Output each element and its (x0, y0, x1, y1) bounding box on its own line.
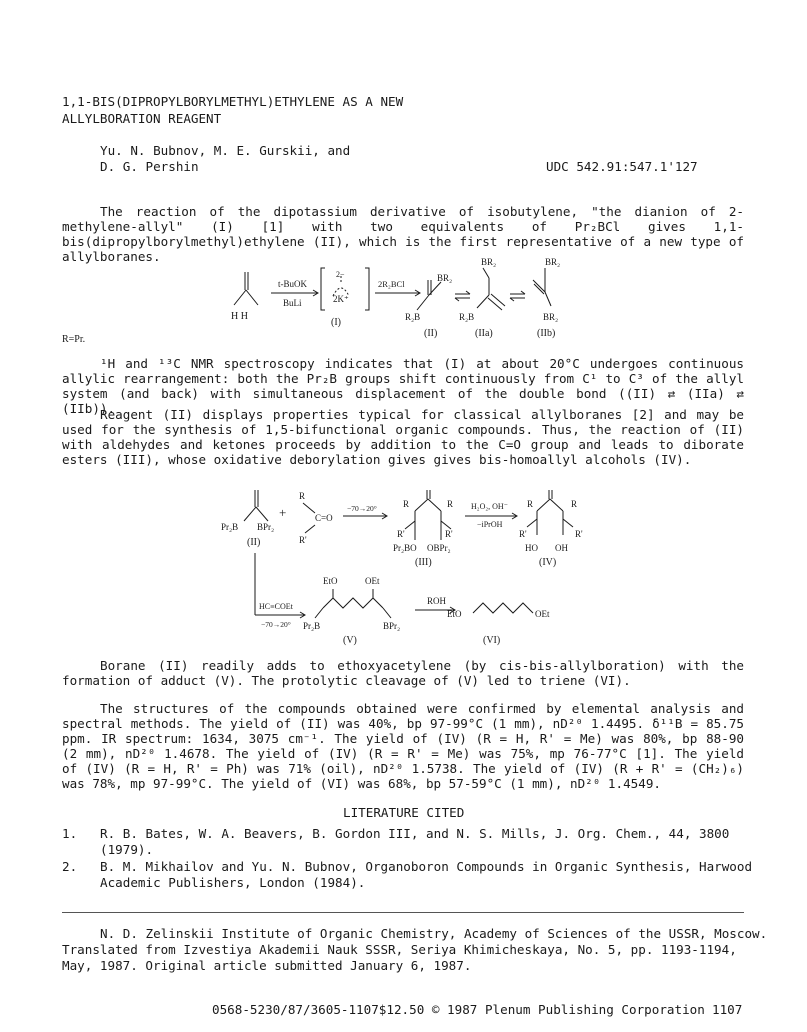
iv-ho: HO (525, 543, 538, 553)
affiliation-line1: N. D. Zelinskii Institute of Organic Chemistry, Academy of Sciences of the USSR, Moscow. (100, 926, 768, 941)
vi-oet: OEt (535, 609, 550, 619)
label-IV: (IV) (539, 557, 557, 568)
iii-rp-left: R' (397, 529, 405, 539)
scheme-1 (215, 250, 615, 350)
paragraph-4: Borane (II) readily adds to ethoxyacetylene (by cis-bis-allylboration) with the formation of adduct (V). The protolytic cleavage of (V) led to triene (VI). (62, 658, 744, 688)
reference-1-line1: R. B. Bates, W. A. Beavers, B. Gordon III, and N. S. Mills, J. Org. Chem., 44, 3800 (100, 826, 730, 841)
iib-br2-bottom: BR₂ (543, 312, 559, 322)
reagent-ethoxyacetylene: HC≡COEt (259, 602, 293, 611)
iv-oh: OH (555, 543, 568, 553)
condition-1: −70→20° (347, 504, 377, 513)
dianion-charge: 2− (336, 270, 345, 279)
iii-pr2bo: Pr₂BO (393, 543, 417, 553)
label-V: (V) (343, 635, 357, 646)
v-pr2b: Pr₂B (303, 621, 321, 631)
iv-r-right: R (571, 499, 578, 509)
footer-publication-code: 0568-5230/87/3605-1107$12.50 © 1987 Plenum Publishing Corporation (212, 1002, 705, 1017)
authors-line2: D. G. Pershin (100, 159, 199, 174)
v-bpr2: BPr₂ (383, 621, 401, 631)
authors-line1: Yu. N. Bubnov, M. E. Gurskii, and (100, 143, 351, 158)
reference-2-line1: B. M. Mikhailov and Yu. N. Bubnov, Organoboron Compounds in Organic Synthesis, Harwood (100, 859, 753, 874)
literature-heading: LITERATURE CITED (343, 805, 465, 820)
paragraph-3: Reagent (II) displays properties typical for classical allylboranes [2] and may be used for the synthesis of 1,5-bifunctional organic compounds. Thus, the reaction of (II) with aldehydes and ketones proceeds by addition to the C=O group and leads to diborate esters (III), whose oxidative deborylation gives gives bis-homoallyl alcohols (IV). (62, 407, 744, 467)
page-number: 1107 (712, 1002, 743, 1017)
reference-1-line2: (1979). (100, 842, 154, 857)
reagent-r2bcl: 2R₂BCl (378, 279, 405, 289)
r-definition: R=Pr. (62, 334, 86, 345)
ii-r2b: R₂B (405, 312, 421, 322)
iia-r2b: R₂B (459, 312, 475, 322)
label-I: (I) (331, 317, 341, 328)
reference-1-number: 1. (62, 826, 78, 841)
scheme-2 (215, 485, 615, 645)
article-title-line2: ALLYLBORATION REAGENT (62, 111, 222, 126)
label-II: (II) (424, 328, 438, 339)
iib-br2-top: BR₂ (545, 257, 561, 267)
oxidation-reagent: H₂O₂, OH⁻ (471, 502, 508, 511)
iia-br2: BR₂ (481, 257, 497, 267)
label-VI: (VI) (483, 635, 501, 646)
carbonyl-rp: R' (299, 535, 307, 545)
iii-r-left: R (403, 499, 410, 509)
article-title-line1: 1,1-BIS(DIPROPYLBORYLMETHYL)ETHYLENE AS A NEW (62, 94, 404, 109)
dianion-counterion: 2K⁺ (333, 294, 349, 304)
paragraph-1: The reaction of the dipotassium derivative of isobutylene, "the dianion of 2-methylene-allyl" (I) [1] with two equivalents of Pr₂BCl gives 1,1-bis(dipropylborylmethyl)ethylene (II), which is the first representative of a new type of allylboranes. (62, 204, 744, 264)
reference-2-line2: Academic Publishers, London (1984). (100, 875, 366, 890)
reference-2-number: 2. (62, 859, 78, 874)
footnote-divider (62, 912, 744, 913)
iii-obpr2: OBPr₂ (427, 543, 451, 553)
iv-rp-right: R' (575, 529, 583, 539)
ii-br2: BR₂ (437, 273, 453, 283)
ii-pr2b: Pr₂B (221, 522, 239, 532)
plus-sign: + (279, 505, 287, 520)
label-IIb: (IIb) (537, 328, 556, 339)
carbonyl-r: R (299, 491, 306, 501)
oxidation-byproduct: −iPrOH (477, 520, 503, 529)
iii-rp-right: R' (445, 529, 453, 539)
reagent-roh: ROH (427, 596, 447, 606)
iii-r-right: R (447, 499, 454, 509)
vi-eto: EtO (447, 609, 462, 619)
iv-rp-left: R' (519, 529, 527, 539)
affiliation-line2: Translated from Izvestiya Akademii Nauk SSSR, Seriya Khimicheskaya, No. 5, pp. 1193-1194, (62, 942, 737, 957)
affiliation-line3: May, 1987. Original article submitted January 6, 1987. (62, 958, 472, 973)
ii-bpr2: BPr₂ (257, 522, 275, 532)
paragraph-5: The structures of the compounds obtained were confirmed by elemental analysis and spectral methods. The yield of (II) was 40%, bp 97-99°C (1 mm), nD²⁰ 1.4495. δ¹¹B = 85.75 ppm. IR spectrum: 1634, 3075 cm⁻¹. The yield of (IV) (R = H, R' = Me) was 80%, bp 88-90 (2 mm), nD²⁰ 1.4678. The yield of (IV) (R = R' = Me) was 75%, mp 76-77°C [1]. The yield of (IV) (R = H, R' = Ph) was 71% (oil), nD²⁰ 1.5738. The yield of (IV) (R + R' = (CH₂)₆) was 78%, mp 97-99°C. The yield of (VI) was 68%, bp 57-59°C (1 mm), nD²⁰ 1.4549. (62, 701, 744, 791)
udc-code: UDC 542.91:547.1'127 (546, 159, 698, 174)
carbonyl-group: C=O (315, 513, 333, 523)
v-eto: EtO (323, 576, 338, 586)
v-oet: OEt (365, 576, 380, 586)
h-h-label: H H (231, 311, 248, 322)
iv-r-left: R (527, 499, 534, 509)
label-II-scheme2: (II) (247, 537, 261, 548)
reagent-buli: BuLi (283, 298, 302, 308)
paragraph-2: ¹H and ¹³C NMR spectroscopy indicates that (I) at about 20°C undergoes continuous allylic rearrangement: both the Pr₂B groups shift continuously from C¹ to C³ of the allyl system (and back) with simultaneous displacement of the double bond ((II) ⇄ (IIa) ⇄ (IIb)). (62, 356, 744, 416)
label-III: (III) (415, 557, 432, 568)
condition-2: −70→20° (261, 620, 291, 629)
reagent-tbuok: t-BuOK (278, 279, 307, 289)
label-IIa: (IIa) (475, 328, 493, 339)
